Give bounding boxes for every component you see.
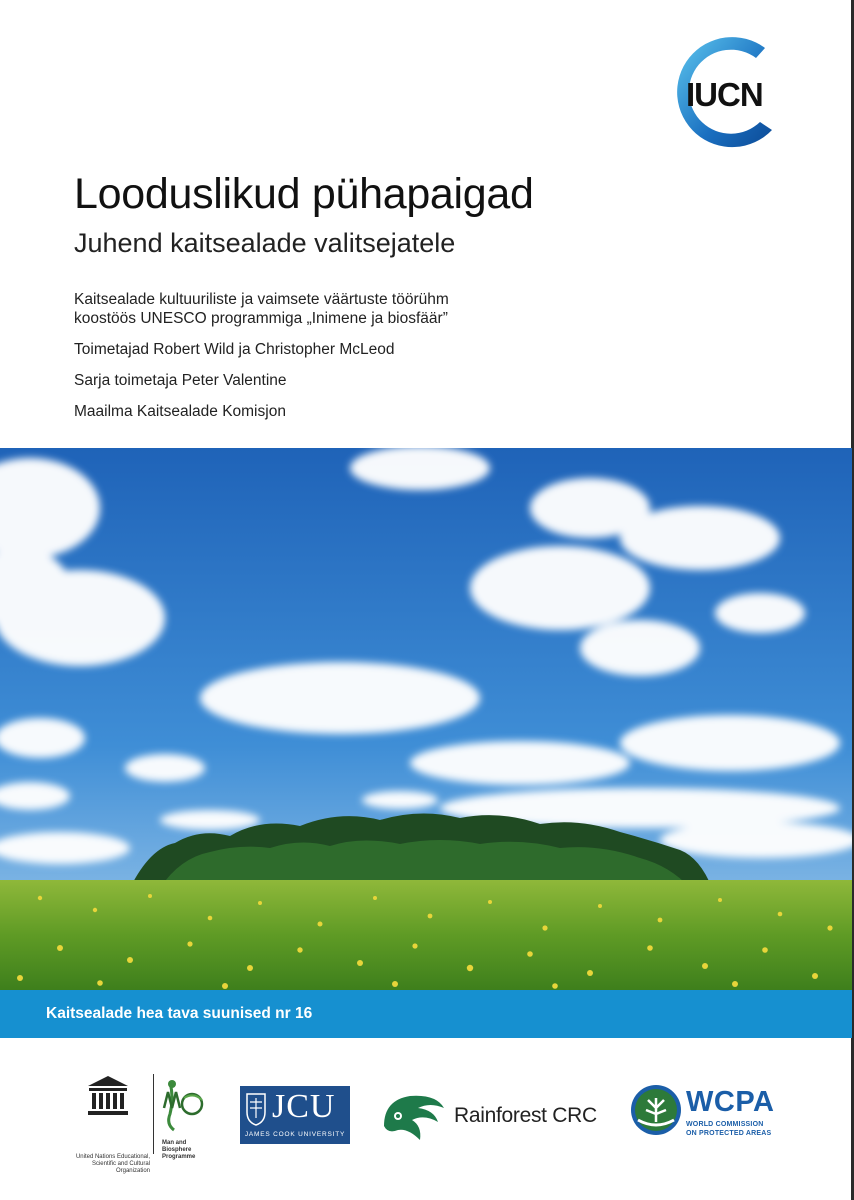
mab-text: Man and Biosphere Programme <box>162 1140 196 1160</box>
tree-globe-icon <box>630 1084 682 1136</box>
series-banner: Kaitsealade hea tava suunised nr 16 <box>0 990 852 1038</box>
credit-line-1: Kaitsealade kultuuriliste ja vaimsete väärtuste töörühm <box>74 291 449 308</box>
logo-divider <box>153 1074 154 1154</box>
wcpa-subtitle-line-1: WORLD COMMISSION <box>686 1121 764 1128</box>
credits-block <box>74 290 449 421</box>
mab-icon <box>160 1078 206 1134</box>
jcu-letters: JCU <box>272 1088 336 1125</box>
temple-icon <box>86 1074 130 1116</box>
cover-photo <box>0 448 852 990</box>
partner-logos <box>0 1038 852 1200</box>
wcpa-subtitle <box>686 1120 771 1138</box>
mab-logo <box>160 1078 210 1158</box>
iucn-logo-text: IUCN <box>686 76 763 113</box>
series-editor-line: Sarja toimetaja Peter Valentine <box>74 372 287 389</box>
rainforest-crc-logo <box>378 1086 618 1146</box>
unesco-logo <box>58 1074 158 1194</box>
editors-line: Toimetajad Robert Wild ja Christopher McLeod <box>74 341 395 358</box>
credit-line-2: koostöös UNESCO programmiga „Inimene ja biosfäär” <box>74 310 448 327</box>
page-subtitle: Juhend kaitsealade valitsejatele <box>74 228 456 258</box>
bird-leaf-icon <box>378 1086 448 1146</box>
wcpa-text: WCPA <box>686 1086 775 1118</box>
rainforest-crc-text: Rainforest CRC <box>454 1104 597 1127</box>
commission-line: Maailma Kaitsealade Komisjon <box>74 403 286 420</box>
jcu-logo <box>240 1086 350 1144</box>
wcpa-logo <box>630 1084 800 1144</box>
unesco-org-text: United Nations Educational, Scientific and Cultural Organization <box>75 1154 150 1174</box>
iucn-logo <box>660 32 790 154</box>
crest-icon <box>245 1092 267 1126</box>
jcu-subtitle: JAMES COOK UNIVERSITY <box>244 1131 346 1138</box>
wcpa-subtitle-line-2: ON PROTECTED AREAS <box>686 1130 772 1137</box>
page-title: Looduslikud pühapaigad <box>74 170 534 218</box>
